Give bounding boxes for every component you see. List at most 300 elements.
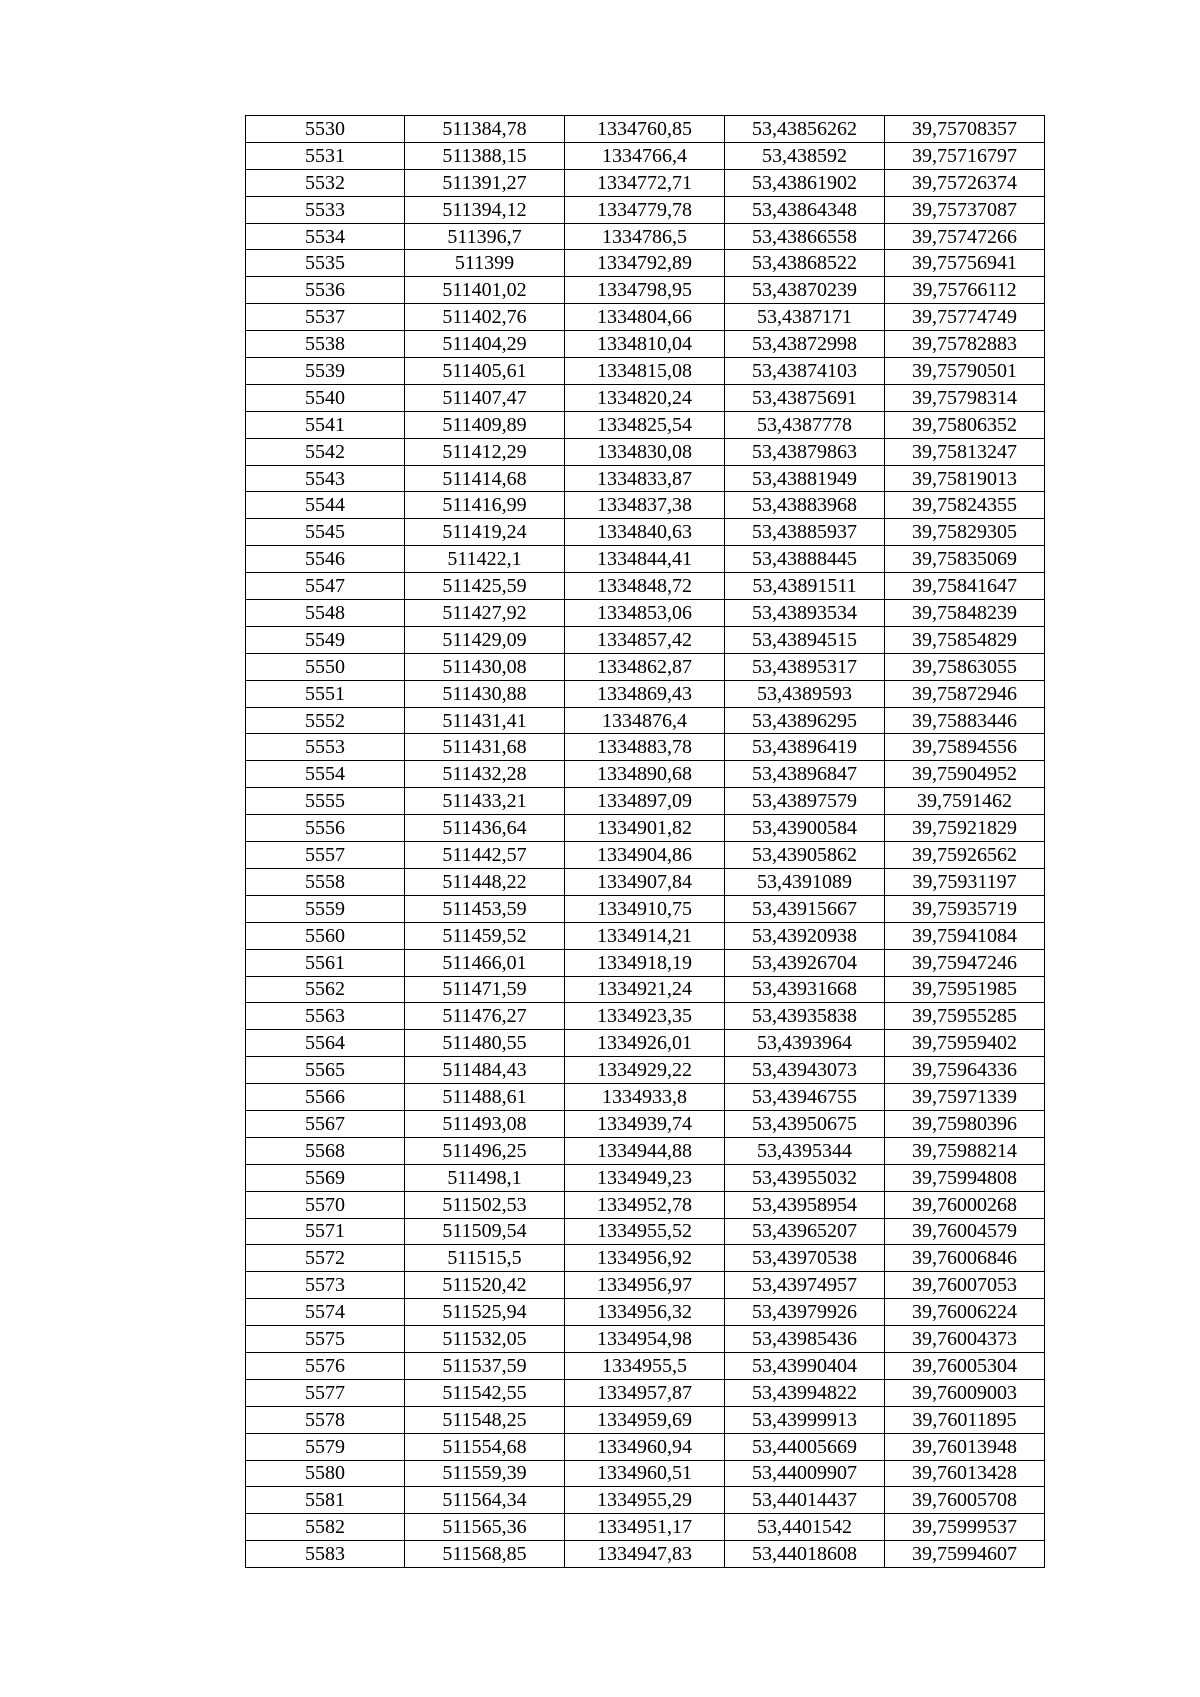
table-row bbox=[246, 707, 1045, 734]
latitude-cell: 53,4401542 bbox=[725, 1514, 885, 1541]
latitude-cell: 53,43868522 bbox=[725, 250, 885, 277]
table-row bbox=[246, 1084, 1045, 1111]
latitude-cell: 53,43994822 bbox=[725, 1379, 885, 1406]
table-row bbox=[246, 519, 1045, 546]
x-coordinate-cell: 511442,57 bbox=[405, 842, 565, 869]
x-coordinate-cell: 511453,59 bbox=[405, 895, 565, 922]
point-number-cell: 5537 bbox=[246, 304, 405, 331]
table-row bbox=[246, 1191, 1045, 1218]
latitude-cell: 53,4389593 bbox=[725, 680, 885, 707]
y-coordinate-cell: 1334786,5 bbox=[565, 223, 725, 250]
latitude-cell: 53,4387778 bbox=[725, 411, 885, 438]
point-number-cell: 5572 bbox=[246, 1245, 405, 1272]
y-coordinate-cell: 1334897,09 bbox=[565, 788, 725, 815]
x-coordinate-cell: 511466,01 bbox=[405, 949, 565, 976]
table-row bbox=[246, 169, 1045, 196]
point-number-cell: 5557 bbox=[246, 842, 405, 869]
point-number-cell: 5539 bbox=[246, 358, 405, 385]
table-row bbox=[246, 1326, 1045, 1353]
table-row bbox=[246, 976, 1045, 1003]
point-number-cell: 5538 bbox=[246, 331, 405, 358]
longitude-cell: 39,75835069 bbox=[885, 546, 1045, 573]
x-coordinate-cell: 511422,1 bbox=[405, 546, 565, 573]
point-number-cell: 5553 bbox=[246, 734, 405, 761]
latitude-cell: 53,43970538 bbox=[725, 1245, 885, 1272]
table-row bbox=[246, 304, 1045, 331]
y-coordinate-cell: 1334949,23 bbox=[565, 1164, 725, 1191]
longitude-cell: 39,75955285 bbox=[885, 1003, 1045, 1030]
longitude-cell: 39,76006846 bbox=[885, 1245, 1045, 1272]
x-coordinate-cell: 511391,27 bbox=[405, 169, 565, 196]
longitude-cell: 39,7591462 bbox=[885, 788, 1045, 815]
table-row bbox=[246, 626, 1045, 653]
point-number-cell: 5580 bbox=[246, 1460, 405, 1487]
longitude-cell: 39,75931197 bbox=[885, 868, 1045, 895]
table-row bbox=[246, 438, 1045, 465]
table-row bbox=[246, 788, 1045, 815]
table-row bbox=[246, 1218, 1045, 1245]
y-coordinate-cell: 1334956,92 bbox=[565, 1245, 725, 1272]
latitude-cell: 53,43955032 bbox=[725, 1164, 885, 1191]
longitude-cell: 39,76004373 bbox=[885, 1326, 1045, 1353]
longitude-cell: 39,75819013 bbox=[885, 465, 1045, 492]
latitude-cell: 53,43879863 bbox=[725, 438, 885, 465]
y-coordinate-cell: 1334833,87 bbox=[565, 465, 725, 492]
latitude-cell: 53,43872998 bbox=[725, 331, 885, 358]
point-number-cell: 5542 bbox=[246, 438, 405, 465]
latitude-cell: 53,43926704 bbox=[725, 949, 885, 976]
table-row bbox=[246, 600, 1045, 627]
longitude-cell: 39,75782883 bbox=[885, 331, 1045, 358]
x-coordinate-cell: 511432,28 bbox=[405, 761, 565, 788]
point-number-cell: 5548 bbox=[246, 600, 405, 627]
longitude-cell: 39,75964336 bbox=[885, 1057, 1045, 1084]
point-number-cell: 5560 bbox=[246, 922, 405, 949]
longitude-cell: 39,75980396 bbox=[885, 1110, 1045, 1137]
y-coordinate-cell: 1334779,78 bbox=[565, 196, 725, 223]
point-number-cell: 5558 bbox=[246, 868, 405, 895]
y-coordinate-cell: 1334810,04 bbox=[565, 331, 725, 358]
point-number-cell: 5556 bbox=[246, 815, 405, 842]
latitude-cell: 53,4387171 bbox=[725, 304, 885, 331]
latitude-cell: 53,43905862 bbox=[725, 842, 885, 869]
point-number-cell: 5534 bbox=[246, 223, 405, 250]
x-coordinate-cell: 511433,21 bbox=[405, 788, 565, 815]
y-coordinate-cell: 1334959,69 bbox=[565, 1406, 725, 1433]
x-coordinate-cell: 511396,7 bbox=[405, 223, 565, 250]
y-coordinate-cell: 1334921,24 bbox=[565, 976, 725, 1003]
x-coordinate-cell: 511427,92 bbox=[405, 600, 565, 627]
latitude-cell: 53,43896419 bbox=[725, 734, 885, 761]
longitude-cell: 39,76011895 bbox=[885, 1406, 1045, 1433]
latitude-cell: 53,43861902 bbox=[725, 169, 885, 196]
longitude-cell: 39,75774749 bbox=[885, 304, 1045, 331]
latitude-cell: 53,43881949 bbox=[725, 465, 885, 492]
table-row bbox=[246, 815, 1045, 842]
longitude-cell: 39,75708357 bbox=[885, 116, 1045, 143]
y-coordinate-cell: 1334960,51 bbox=[565, 1460, 725, 1487]
latitude-cell: 53,4391089 bbox=[725, 868, 885, 895]
x-coordinate-cell: 511414,68 bbox=[405, 465, 565, 492]
x-coordinate-cell: 511509,54 bbox=[405, 1218, 565, 1245]
longitude-cell: 39,75766112 bbox=[885, 277, 1045, 304]
longitude-cell: 39,75737087 bbox=[885, 196, 1045, 223]
longitude-cell: 39,75951985 bbox=[885, 976, 1045, 1003]
longitude-cell: 39,76006224 bbox=[885, 1299, 1045, 1326]
point-number-cell: 5581 bbox=[246, 1487, 405, 1514]
table-row bbox=[246, 492, 1045, 519]
latitude-cell: 53,43979926 bbox=[725, 1299, 885, 1326]
x-coordinate-cell: 511419,24 bbox=[405, 519, 565, 546]
latitude-cell: 53,43990404 bbox=[725, 1352, 885, 1379]
latitude-cell: 53,44018608 bbox=[725, 1541, 885, 1568]
table-row bbox=[246, 142, 1045, 169]
x-coordinate-cell: 511480,55 bbox=[405, 1030, 565, 1057]
longitude-cell: 39,75941084 bbox=[885, 922, 1045, 949]
longitude-cell: 39,75841647 bbox=[885, 573, 1045, 600]
y-coordinate-cell: 1334944,88 bbox=[565, 1137, 725, 1164]
latitude-cell: 53,43870239 bbox=[725, 277, 885, 304]
y-coordinate-cell: 1334853,06 bbox=[565, 600, 725, 627]
table-row bbox=[246, 1487, 1045, 1514]
point-number-cell: 5564 bbox=[246, 1030, 405, 1057]
y-coordinate-cell: 1334901,82 bbox=[565, 815, 725, 842]
point-number-cell: 5541 bbox=[246, 411, 405, 438]
longitude-cell: 39,75988214 bbox=[885, 1137, 1045, 1164]
table-row bbox=[246, 573, 1045, 600]
point-number-cell: 5555 bbox=[246, 788, 405, 815]
point-number-cell: 5533 bbox=[246, 196, 405, 223]
latitude-cell: 53,43931668 bbox=[725, 976, 885, 1003]
point-number-cell: 5565 bbox=[246, 1057, 405, 1084]
table-row bbox=[246, 680, 1045, 707]
coordinates-table-body bbox=[246, 116, 1045, 1568]
point-number-cell: 5532 bbox=[246, 169, 405, 196]
table-row bbox=[246, 1245, 1045, 1272]
x-coordinate-cell: 511429,09 bbox=[405, 626, 565, 653]
latitude-cell: 53,44005669 bbox=[725, 1433, 885, 1460]
latitude-cell: 53,44014437 bbox=[725, 1487, 885, 1514]
y-coordinate-cell: 1334910,75 bbox=[565, 895, 725, 922]
longitude-cell: 39,75863055 bbox=[885, 653, 1045, 680]
x-coordinate-cell: 511542,55 bbox=[405, 1379, 565, 1406]
longitude-cell: 39,75806352 bbox=[885, 411, 1045, 438]
coordinates-table bbox=[245, 115, 1045, 1568]
longitude-cell: 39,75926562 bbox=[885, 842, 1045, 869]
table-row bbox=[246, 358, 1045, 385]
point-number-cell: 5582 bbox=[246, 1514, 405, 1541]
x-coordinate-cell: 511399 bbox=[405, 250, 565, 277]
x-coordinate-cell: 511498,1 bbox=[405, 1164, 565, 1191]
point-number-cell: 5547 bbox=[246, 573, 405, 600]
table-row bbox=[246, 949, 1045, 976]
y-coordinate-cell: 1334840,63 bbox=[565, 519, 725, 546]
x-coordinate-cell: 511430,88 bbox=[405, 680, 565, 707]
table-row bbox=[246, 1379, 1045, 1406]
x-coordinate-cell: 511448,22 bbox=[405, 868, 565, 895]
y-coordinate-cell: 1334904,86 bbox=[565, 842, 725, 869]
table-row bbox=[246, 277, 1045, 304]
x-coordinate-cell: 511559,39 bbox=[405, 1460, 565, 1487]
y-coordinate-cell: 1334820,24 bbox=[565, 384, 725, 411]
longitude-cell: 39,75921829 bbox=[885, 815, 1045, 842]
longitude-cell: 39,75883446 bbox=[885, 707, 1045, 734]
table-row bbox=[246, 1541, 1045, 1568]
longitude-cell: 39,75829305 bbox=[885, 519, 1045, 546]
y-coordinate-cell: 1334952,78 bbox=[565, 1191, 725, 1218]
x-coordinate-cell: 511384,78 bbox=[405, 116, 565, 143]
y-coordinate-cell: 1334772,71 bbox=[565, 169, 725, 196]
y-coordinate-cell: 1334951,17 bbox=[565, 1514, 725, 1541]
x-coordinate-cell: 511476,27 bbox=[405, 1003, 565, 1030]
latitude-cell: 53,43900584 bbox=[725, 815, 885, 842]
point-number-cell: 5569 bbox=[246, 1164, 405, 1191]
latitude-cell: 53,43896847 bbox=[725, 761, 885, 788]
longitude-cell: 39,76013948 bbox=[885, 1433, 1045, 1460]
y-coordinate-cell: 1334804,66 bbox=[565, 304, 725, 331]
x-coordinate-cell: 511548,25 bbox=[405, 1406, 565, 1433]
latitude-cell: 53,43935838 bbox=[725, 1003, 885, 1030]
latitude-cell: 53,43894515 bbox=[725, 626, 885, 653]
y-coordinate-cell: 1334837,38 bbox=[565, 492, 725, 519]
x-coordinate-cell: 511502,53 bbox=[405, 1191, 565, 1218]
table-row bbox=[246, 1137, 1045, 1164]
table-row bbox=[246, 1030, 1045, 1057]
latitude-cell: 53,43985436 bbox=[725, 1326, 885, 1353]
x-coordinate-cell: 511496,25 bbox=[405, 1137, 565, 1164]
longitude-cell: 39,75971339 bbox=[885, 1084, 1045, 1111]
latitude-cell: 53,43875691 bbox=[725, 384, 885, 411]
point-number-cell: 5567 bbox=[246, 1110, 405, 1137]
y-coordinate-cell: 1334830,08 bbox=[565, 438, 725, 465]
latitude-cell: 53,43895317 bbox=[725, 653, 885, 680]
point-number-cell: 5571 bbox=[246, 1218, 405, 1245]
x-coordinate-cell: 511431,41 bbox=[405, 707, 565, 734]
y-coordinate-cell: 1334862,87 bbox=[565, 653, 725, 680]
latitude-cell: 53,43896295 bbox=[725, 707, 885, 734]
table-row bbox=[246, 1110, 1045, 1137]
point-number-cell: 5536 bbox=[246, 277, 405, 304]
point-number-cell: 5554 bbox=[246, 761, 405, 788]
x-coordinate-cell: 511416,99 bbox=[405, 492, 565, 519]
table-row bbox=[246, 331, 1045, 358]
table-row bbox=[246, 1003, 1045, 1030]
y-coordinate-cell: 1334933,8 bbox=[565, 1084, 725, 1111]
y-coordinate-cell: 1334848,72 bbox=[565, 573, 725, 600]
point-number-cell: 5546 bbox=[246, 546, 405, 573]
longitude-cell: 39,75854829 bbox=[885, 626, 1045, 653]
longitude-cell: 39,75798314 bbox=[885, 384, 1045, 411]
x-coordinate-cell: 511564,34 bbox=[405, 1487, 565, 1514]
y-coordinate-cell: 1334766,4 bbox=[565, 142, 725, 169]
y-coordinate-cell: 1334907,84 bbox=[565, 868, 725, 895]
table-row bbox=[246, 465, 1045, 492]
point-number-cell: 5573 bbox=[246, 1272, 405, 1299]
latitude-cell: 53,43946755 bbox=[725, 1084, 885, 1111]
y-coordinate-cell: 1334914,21 bbox=[565, 922, 725, 949]
x-coordinate-cell: 511404,29 bbox=[405, 331, 565, 358]
longitude-cell: 39,75747266 bbox=[885, 223, 1045, 250]
x-coordinate-cell: 511520,42 bbox=[405, 1272, 565, 1299]
point-number-cell: 5535 bbox=[246, 250, 405, 277]
point-number-cell: 5531 bbox=[246, 142, 405, 169]
point-number-cell: 5544 bbox=[246, 492, 405, 519]
point-number-cell: 5576 bbox=[246, 1352, 405, 1379]
table-row bbox=[246, 1514, 1045, 1541]
latitude-cell: 53,43950675 bbox=[725, 1110, 885, 1137]
longitude-cell: 39,75824355 bbox=[885, 492, 1045, 519]
point-number-cell: 5551 bbox=[246, 680, 405, 707]
latitude-cell: 53,4395344 bbox=[725, 1137, 885, 1164]
y-coordinate-cell: 1334955,5 bbox=[565, 1352, 725, 1379]
x-coordinate-cell: 511515,5 bbox=[405, 1245, 565, 1272]
latitude-cell: 53,44009907 bbox=[725, 1460, 885, 1487]
longitude-cell: 39,75716797 bbox=[885, 142, 1045, 169]
longitude-cell: 39,76000268 bbox=[885, 1191, 1045, 1218]
longitude-cell: 39,75947246 bbox=[885, 949, 1045, 976]
table-row bbox=[246, 868, 1045, 895]
point-number-cell: 5540 bbox=[246, 384, 405, 411]
latitude-cell: 53,43883968 bbox=[725, 492, 885, 519]
point-number-cell: 5575 bbox=[246, 1326, 405, 1353]
table-row bbox=[246, 116, 1045, 143]
longitude-cell: 39,75959402 bbox=[885, 1030, 1045, 1057]
y-coordinate-cell: 1334947,83 bbox=[565, 1541, 725, 1568]
point-number-cell: 5549 bbox=[246, 626, 405, 653]
y-coordinate-cell: 1334798,95 bbox=[565, 277, 725, 304]
y-coordinate-cell: 1334918,19 bbox=[565, 949, 725, 976]
x-coordinate-cell: 511525,94 bbox=[405, 1299, 565, 1326]
point-number-cell: 5579 bbox=[246, 1433, 405, 1460]
latitude-cell: 53,43856262 bbox=[725, 116, 885, 143]
table-row bbox=[246, 1164, 1045, 1191]
x-coordinate-cell: 511436,64 bbox=[405, 815, 565, 842]
longitude-cell: 39,75894556 bbox=[885, 734, 1045, 761]
latitude-cell: 53,43974957 bbox=[725, 1272, 885, 1299]
latitude-cell: 53,43999913 bbox=[725, 1406, 885, 1433]
longitude-cell: 39,75994607 bbox=[885, 1541, 1045, 1568]
longitude-cell: 39,75994808 bbox=[885, 1164, 1045, 1191]
table-row bbox=[246, 922, 1045, 949]
x-coordinate-cell: 511568,85 bbox=[405, 1541, 565, 1568]
latitude-cell: 53,43958954 bbox=[725, 1191, 885, 1218]
table-row bbox=[246, 1299, 1045, 1326]
longitude-cell: 39,75848239 bbox=[885, 600, 1045, 627]
latitude-cell: 53,43920938 bbox=[725, 922, 885, 949]
point-number-cell: 5566 bbox=[246, 1084, 405, 1111]
x-coordinate-cell: 511425,59 bbox=[405, 573, 565, 600]
x-coordinate-cell: 511412,29 bbox=[405, 438, 565, 465]
table-row bbox=[246, 1460, 1045, 1487]
point-number-cell: 5574 bbox=[246, 1299, 405, 1326]
table-row bbox=[246, 223, 1045, 250]
x-coordinate-cell: 511493,08 bbox=[405, 1110, 565, 1137]
table-row bbox=[246, 761, 1045, 788]
y-coordinate-cell: 1334869,43 bbox=[565, 680, 725, 707]
x-coordinate-cell: 511484,43 bbox=[405, 1057, 565, 1084]
latitude-cell: 53,43943073 bbox=[725, 1057, 885, 1084]
x-coordinate-cell: 511402,76 bbox=[405, 304, 565, 331]
longitude-cell: 39,75813247 bbox=[885, 438, 1045, 465]
y-coordinate-cell: 1334825,54 bbox=[565, 411, 725, 438]
table-row bbox=[246, 546, 1045, 573]
x-coordinate-cell: 511554,68 bbox=[405, 1433, 565, 1460]
longitude-cell: 39,75935719 bbox=[885, 895, 1045, 922]
longitude-cell: 39,75999537 bbox=[885, 1514, 1045, 1541]
table-row bbox=[246, 734, 1045, 761]
table-row bbox=[246, 1433, 1045, 1460]
x-coordinate-cell: 511488,61 bbox=[405, 1084, 565, 1111]
longitude-cell: 39,75756941 bbox=[885, 250, 1045, 277]
x-coordinate-cell: 511537,59 bbox=[405, 1352, 565, 1379]
y-coordinate-cell: 1334857,42 bbox=[565, 626, 725, 653]
longitude-cell: 39,76005304 bbox=[885, 1352, 1045, 1379]
x-coordinate-cell: 511565,36 bbox=[405, 1514, 565, 1541]
latitude-cell: 53,43866558 bbox=[725, 223, 885, 250]
y-coordinate-cell: 1334844,41 bbox=[565, 546, 725, 573]
y-coordinate-cell: 1334876,4 bbox=[565, 707, 725, 734]
point-number-cell: 5530 bbox=[246, 116, 405, 143]
table-row bbox=[246, 1406, 1045, 1433]
x-coordinate-cell: 511471,59 bbox=[405, 976, 565, 1003]
x-coordinate-cell: 511407,47 bbox=[405, 384, 565, 411]
table-row bbox=[246, 1352, 1045, 1379]
table-row bbox=[246, 1272, 1045, 1299]
table-row bbox=[246, 653, 1045, 680]
y-coordinate-cell: 1334815,08 bbox=[565, 358, 725, 385]
longitude-cell: 39,75904952 bbox=[885, 761, 1045, 788]
longitude-cell: 39,75872946 bbox=[885, 680, 1045, 707]
x-coordinate-cell: 511430,08 bbox=[405, 653, 565, 680]
y-coordinate-cell: 1334926,01 bbox=[565, 1030, 725, 1057]
longitude-cell: 39,76007053 bbox=[885, 1272, 1045, 1299]
point-number-cell: 5550 bbox=[246, 653, 405, 680]
x-coordinate-cell: 511409,89 bbox=[405, 411, 565, 438]
table-row bbox=[246, 1057, 1045, 1084]
table-row bbox=[246, 196, 1045, 223]
latitude-cell: 53,43885937 bbox=[725, 519, 885, 546]
latitude-cell: 53,4393964 bbox=[725, 1030, 885, 1057]
y-coordinate-cell: 1334792,89 bbox=[565, 250, 725, 277]
latitude-cell: 53,43915667 bbox=[725, 895, 885, 922]
y-coordinate-cell: 1334760,85 bbox=[565, 116, 725, 143]
table-row bbox=[246, 384, 1045, 411]
y-coordinate-cell: 1334957,87 bbox=[565, 1379, 725, 1406]
y-coordinate-cell: 1334960,94 bbox=[565, 1433, 725, 1460]
y-coordinate-cell: 1334939,74 bbox=[565, 1110, 725, 1137]
latitude-cell: 53,43897579 bbox=[725, 788, 885, 815]
y-coordinate-cell: 1334955,52 bbox=[565, 1218, 725, 1245]
y-coordinate-cell: 1334955,29 bbox=[565, 1487, 725, 1514]
point-number-cell: 5570 bbox=[246, 1191, 405, 1218]
point-number-cell: 5562 bbox=[246, 976, 405, 1003]
latitude-cell: 53,43888445 bbox=[725, 546, 885, 573]
y-coordinate-cell: 1334923,35 bbox=[565, 1003, 725, 1030]
y-coordinate-cell: 1334890,68 bbox=[565, 761, 725, 788]
point-number-cell: 5563 bbox=[246, 1003, 405, 1030]
longitude-cell: 39,75726374 bbox=[885, 169, 1045, 196]
table-row bbox=[246, 895, 1045, 922]
longitude-cell: 39,75790501 bbox=[885, 358, 1045, 385]
table-row bbox=[246, 411, 1045, 438]
y-coordinate-cell: 1334956,97 bbox=[565, 1272, 725, 1299]
longitude-cell: 39,76004579 bbox=[885, 1218, 1045, 1245]
x-coordinate-cell: 511388,15 bbox=[405, 142, 565, 169]
latitude-cell: 53,43893534 bbox=[725, 600, 885, 627]
point-number-cell: 5545 bbox=[246, 519, 405, 546]
point-number-cell: 5578 bbox=[246, 1406, 405, 1433]
longitude-cell: 39,76009003 bbox=[885, 1379, 1045, 1406]
